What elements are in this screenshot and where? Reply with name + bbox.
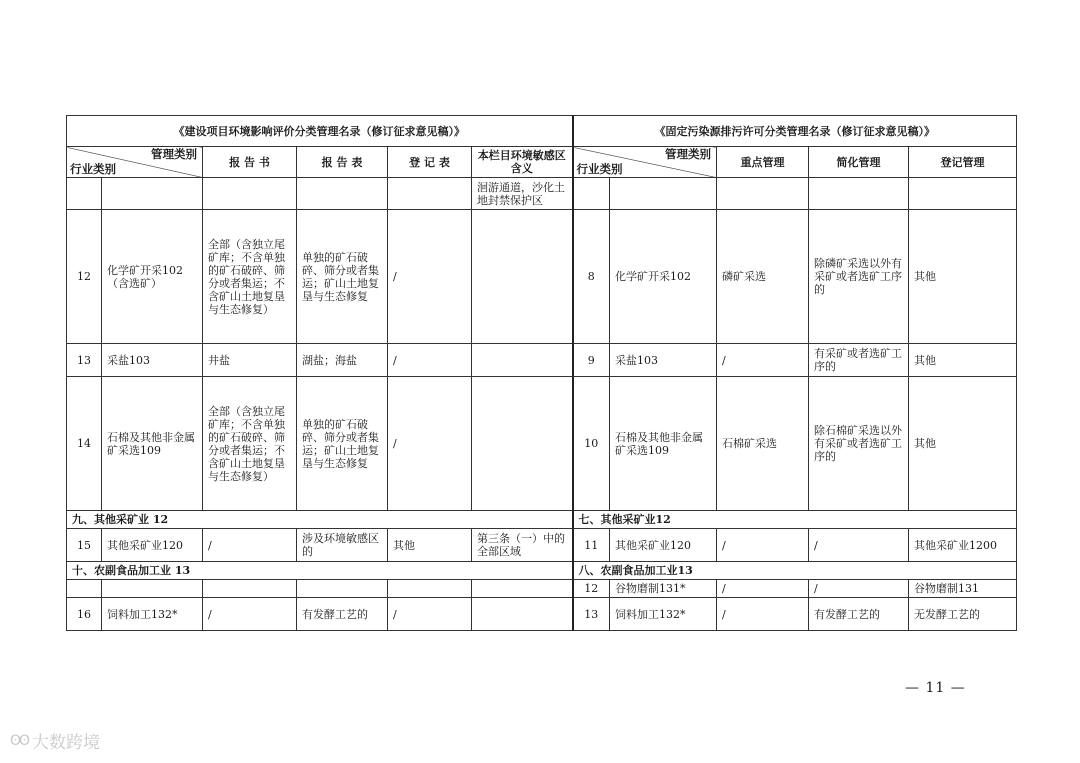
key-management-cell: 石棉矿采选 xyxy=(717,377,809,511)
register-cell: 其他 xyxy=(388,529,472,562)
simple-management-cell: 除石棉矿采选以外有采矿或者选矿工序的 xyxy=(809,377,909,511)
sensitive-cell xyxy=(472,598,573,631)
header-register-form: 登 记 表 xyxy=(388,147,472,178)
table-row xyxy=(67,529,1017,562)
header-simple-management: 简化管理 xyxy=(809,147,909,178)
industry-cell: 石棉及其他非金属矿采选109 xyxy=(102,377,203,511)
left-title: 《建设项目环境影响评价分类管理名录（修订征求意见稿）》 xyxy=(67,116,573,147)
key-management-cell: / xyxy=(717,580,809,598)
simple-management-cell: / xyxy=(809,580,909,598)
row-number: 8 xyxy=(573,210,610,344)
sensitive-cell xyxy=(472,210,573,344)
key-management-cell: 磷矿采选 xyxy=(717,210,809,344)
row-number: 12 xyxy=(67,210,102,344)
register-cell: / xyxy=(388,377,472,511)
report-book-cell: / xyxy=(203,529,297,562)
table-row xyxy=(67,598,1017,631)
right-header-industry-cat: 行业类别 xyxy=(576,162,623,176)
register-management-cell: 其他 xyxy=(909,344,1017,377)
watermark xyxy=(10,728,100,753)
report-form-cell: 湖盐；海盐 xyxy=(297,344,388,377)
row-number: 14 xyxy=(67,377,102,511)
row-number: 13 xyxy=(67,344,102,377)
report-form-cell: 涉及环境敏感区的 xyxy=(297,529,388,562)
row-number: 10 xyxy=(573,377,610,511)
report-book-cell: 井盐 xyxy=(203,344,297,377)
table-row xyxy=(67,377,1017,511)
simple-management-cell: 除磷矿采选以外有采矿或者选矿工序的 xyxy=(809,210,909,344)
row-number: 15 xyxy=(67,529,102,562)
sensitive-cell xyxy=(472,344,573,377)
register-cell: / xyxy=(388,344,472,377)
category-label: 十、农副食品加工业 13 xyxy=(67,562,573,580)
industry-cell: 其他采矿业120 xyxy=(102,529,203,562)
register-management-cell: 其他 xyxy=(909,210,1017,344)
report-form-cell: 单独的矿石破碎、筛分或者集运；矿山土地复垦与生态修复 xyxy=(297,210,388,344)
key-management-cell: / xyxy=(717,598,809,631)
sensitive-cell: 洄游通道，沙化土地封禁保护区 xyxy=(472,178,573,210)
key-management-cell: / xyxy=(717,529,809,562)
left-diagonal-header xyxy=(67,147,203,178)
header-key-management: 重点管理 xyxy=(717,147,809,178)
report-book-cell: / xyxy=(203,598,297,631)
industry-cell: 石棉及其他非金属矿采选109 xyxy=(610,377,717,511)
industry-cell: 饲料加工132* xyxy=(102,598,203,631)
row-number: 9 xyxy=(573,344,610,377)
register-management-cell: 其他采矿业1200 xyxy=(909,529,1017,562)
watermark-logo-icon: ʘʘ xyxy=(10,732,29,749)
category-row xyxy=(67,562,1017,580)
table-row xyxy=(67,344,1017,377)
report-book-cell: 全部（含独立尾矿库；不含单独的矿石破碎、筛分或者集运；不含矿山土地复垦与生态修复） xyxy=(203,377,297,511)
right-diagonal-header xyxy=(573,147,717,178)
category-label: 七、其他采矿业12 xyxy=(573,511,1017,529)
simple-management-cell: 有发酵工艺的 xyxy=(809,598,909,631)
report-form-cell: 有发酵工艺的 xyxy=(297,598,388,631)
header-report-form: 报 告 表 xyxy=(297,147,388,178)
industry-cell: 饲料加工132* xyxy=(610,598,717,631)
table-row xyxy=(67,210,1017,344)
industry-cell: 采盐103 xyxy=(610,344,717,377)
key-management-cell: / xyxy=(717,344,809,377)
row-number: 13 xyxy=(573,598,610,631)
report-book-cell: 全部（含独立尾矿库；不含单独的矿石破碎、筛分或者集运；不含矿山土地复垦与生态修复） xyxy=(203,210,297,344)
industry-cell: 化学矿开采102 xyxy=(610,210,717,344)
header-register-management: 登记管理 xyxy=(909,147,1017,178)
header-sensitive-area: 本栏目环境敏感区含义 xyxy=(472,147,573,178)
industry-cell: 化学矿开采102（含选矿） xyxy=(102,210,203,344)
register-management-cell: 其他 xyxy=(909,377,1017,511)
simple-management-cell: / xyxy=(809,529,909,562)
category-row xyxy=(67,511,1017,529)
watermark-text: 大数跨境 xyxy=(32,733,101,753)
left-header-manage-cat: 管理类别 xyxy=(151,147,197,161)
register-management-cell: 谷物磨制131 xyxy=(909,580,1017,598)
right-header-manage-cat: 管理类别 xyxy=(665,147,711,161)
category-label: 九、其他采矿业 12 xyxy=(67,511,573,529)
classification-table xyxy=(66,115,1017,631)
report-form-cell: 单独的矿石破碎、筛分或者集运；矿山土地复垦与生态修复 xyxy=(297,377,388,511)
left-header-industry-cat: 行业类别 xyxy=(70,162,116,176)
right-title: 《固定污染源排污许可分类管理名录（修订征求意见稿）》 xyxy=(573,116,1017,147)
row-number: 16 xyxy=(67,598,102,631)
industry-cell: 采盐103 xyxy=(102,344,203,377)
header-report-book: 报 告 书 xyxy=(203,147,297,178)
table-row xyxy=(67,178,1017,210)
industry-cell: 谷物磨制131* xyxy=(610,580,717,598)
industry-cell: 其他采矿业120 xyxy=(610,529,717,562)
register-management-cell: 无发酵工艺的 xyxy=(909,598,1017,631)
row-number: 11 xyxy=(573,529,610,562)
sensitive-cell: 第三条（一）中的全部区域 xyxy=(472,529,573,562)
category-label: 八、农副食品加工业13 xyxy=(573,562,1017,580)
simple-management-cell: 有采矿或者选矿工序的 xyxy=(809,344,909,377)
table-row xyxy=(67,580,1017,598)
page-number: — 11 — xyxy=(905,680,966,696)
row-number: 12 xyxy=(573,580,610,598)
sensitive-cell xyxy=(472,377,573,511)
register-cell: / xyxy=(388,210,472,344)
register-cell: / xyxy=(388,598,472,631)
